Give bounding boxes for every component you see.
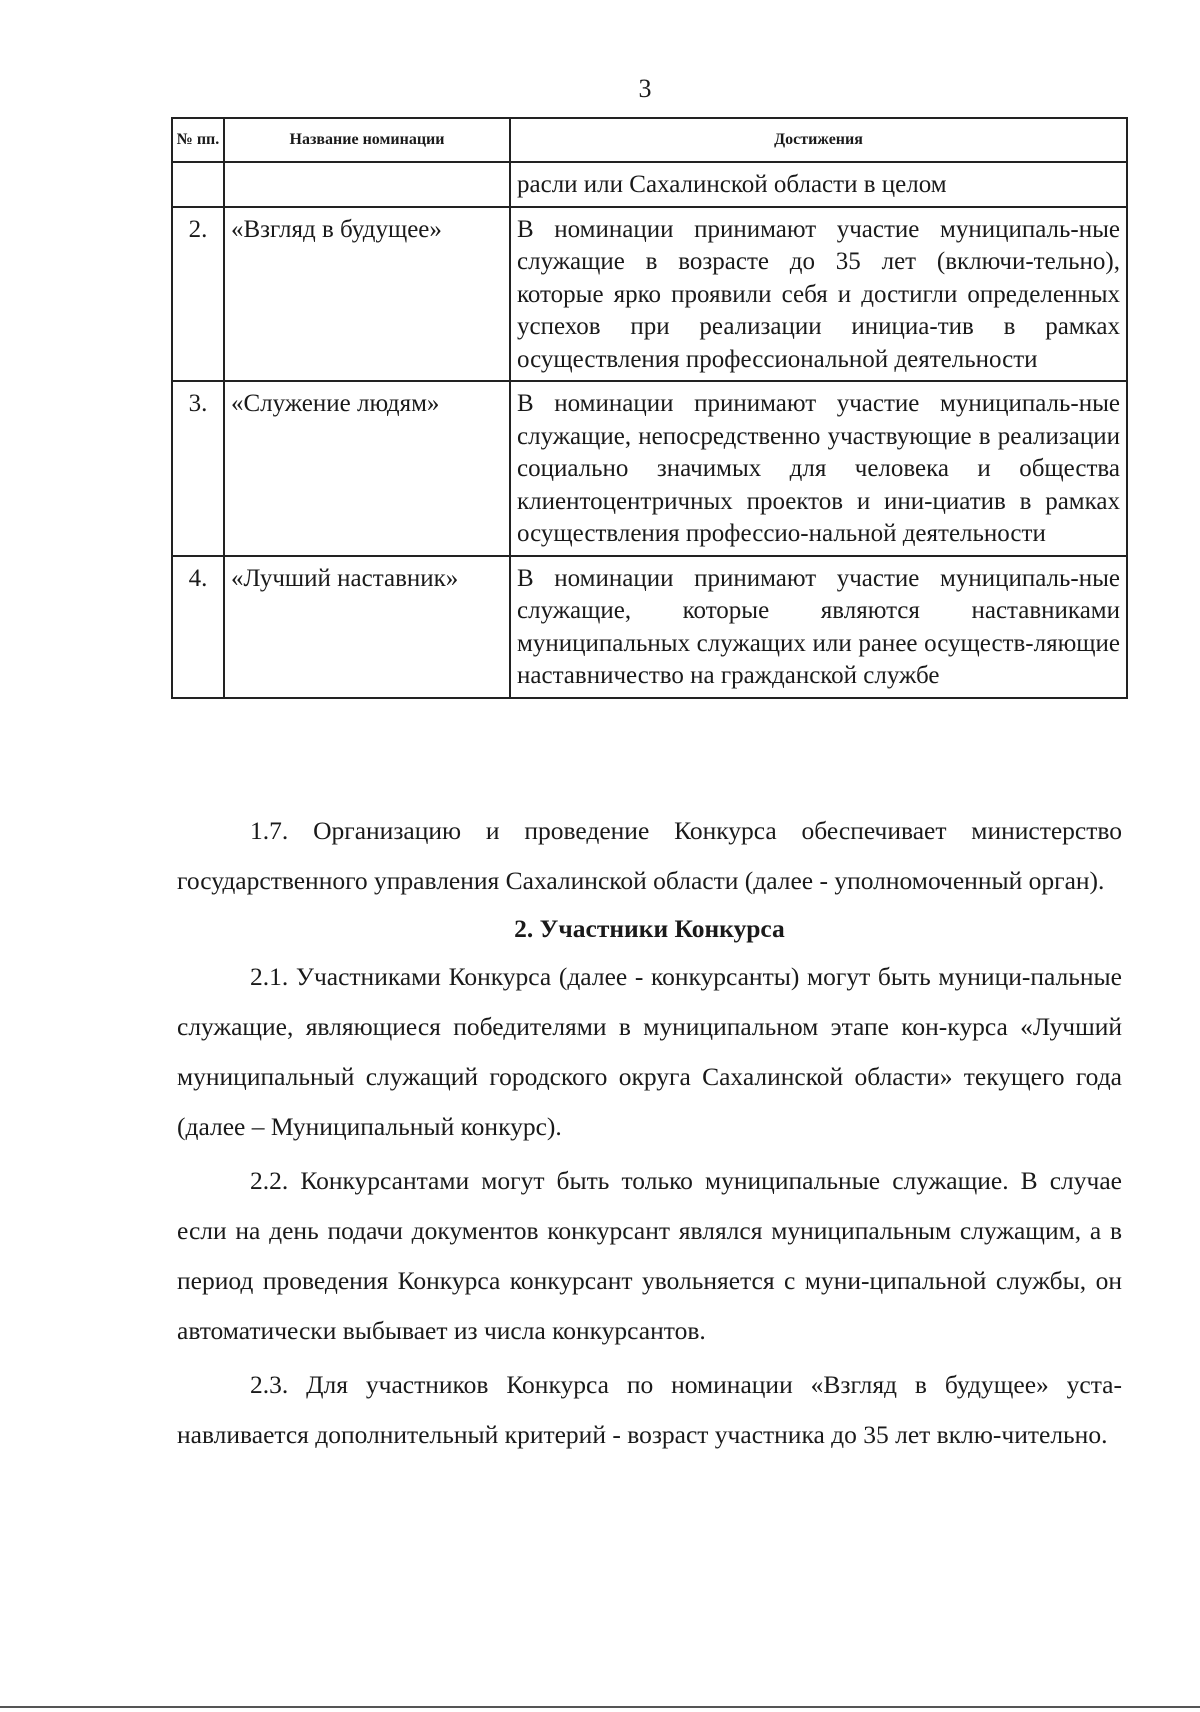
nomination-name: «Лучший наставник» — [224, 556, 510, 698]
row-number: 2. — [172, 207, 224, 382]
row-number: 3. — [172, 381, 224, 556]
page-bottom-edge — [0, 1706, 1200, 1708]
nomination-achievement: В номинации принимают участие муниципаль-ные служащие, которые являются наставниками муниципальных служащих или ранее осуществ-ляющие наставничество на гражданской службе — [510, 556, 1127, 698]
nomination-achievement: расли или Сахалинской области в целом — [510, 162, 1127, 207]
nominations-table — [171, 117, 1128, 699]
table-header-row — [172, 118, 1127, 162]
document-body — [177, 806, 1122, 1460]
table-row — [172, 556, 1127, 698]
column-header-nomination-name: Название номинации — [224, 118, 510, 162]
paragraph-2-2: 2.2. Конкурсантами могут быть только муниципальные служащие. В случае если на день подачи документов конкурсант являлся муниципальным служащим, а в период проведения Конкурса конкурсант увольняется с муни-ципальной службы, он автоматически выбывает из числа конкурсантов. — [177, 1166, 1122, 1345]
table-row — [172, 381, 1127, 556]
paragraph-1-7: 1.7. Организацию и проведение Конкурса обеспечивает министерство государственного управления Сахалинской области (далее - уполномоченный орган). — [177, 816, 1122, 895]
nomination-achievement: В номинации принимают участие муниципаль-ные служащие, непосредственно участвующие в реализации социально значимых для человека и общества клиентоцентричных проектов и ини-циатив в рамках осуществления профессио-нальной деятельности — [510, 381, 1127, 556]
paragraph-2-1: 2.1. Участниками Конкурса (далее - конкурсанты) могут быть муници-пальные служащие, являющиеся победителями в муниципальном этапе кон-курса «Лучший муниципальный служащий городского округа Сахалинской области» текущего года (далее – Муниципальный конкурс). — [177, 962, 1122, 1141]
paragraph-2-3: 2.3. Для участников Конкурса по номинации «Взгляд в будущее» уста-навливается дополнительный критерий - возраст участника до 35 лет вклю-чительно. — [177, 1370, 1122, 1449]
table-row — [172, 162, 1127, 207]
nomination-name — [224, 162, 510, 207]
row-number — [172, 162, 224, 207]
page-number: 3 — [638, 74, 652, 103]
row-number: 4. — [172, 556, 224, 698]
table-row — [172, 207, 1127, 382]
nomination-achievement: В номинации принимают участие муниципаль-ные служащие в возрасте до 35 лет (включи-тельно), которые ярко проявили себя и достигли определенных успехов при реализации инициа-тив в рамках осуществления профессиональной деятельности — [510, 207, 1127, 382]
column-header-achievements: Достижения — [510, 118, 1127, 162]
section-heading: 2. Участники Конкурса — [514, 914, 785, 943]
nomination-name: «Служение людям» — [224, 381, 510, 556]
column-header-number: № пп. — [172, 118, 224, 162]
nomination-name: «Взгляд в будущее» — [224, 207, 510, 382]
